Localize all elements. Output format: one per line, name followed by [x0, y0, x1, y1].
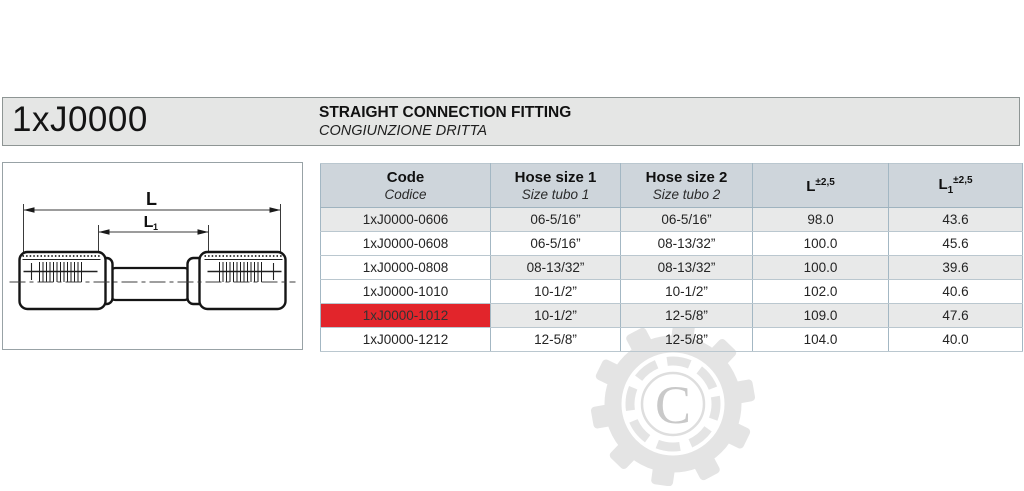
col-header-hose1: Hose size 1 Size tubo 1	[491, 164, 621, 208]
title-bar	[2, 97, 1020, 146]
hose2-cell: 10-1/2”	[621, 280, 753, 304]
fitting-drawing-icon	[3, 163, 302, 349]
title-block	[319, 103, 571, 141]
hose1-cell: 12-5/8”	[491, 328, 621, 352]
hose2-cell: 12-5/8”	[621, 304, 753, 328]
l1-cell: 39.6	[889, 256, 1023, 280]
l-cell: 98.0	[753, 208, 889, 232]
table-row	[321, 256, 1023, 280]
hose2-cell: 08-13/32”	[621, 256, 753, 280]
col-header-l: $L^{\pm 2,5}$	[753, 164, 889, 208]
table-row	[321, 328, 1023, 352]
table-row	[321, 280, 1023, 304]
l1-cell: 45.6	[889, 232, 1023, 256]
table-row	[321, 304, 1023, 328]
product-code: 1xJ0000	[12, 100, 148, 139]
table-header-row	[321, 164, 1023, 208]
hose1-cell: 06-5/16”	[491, 208, 621, 232]
code-cell: 1xJ0000-0606	[321, 208, 491, 232]
table-row	[321, 232, 1023, 256]
col-header-code: Code Codice	[321, 164, 491, 208]
spec-table	[320, 163, 1023, 352]
hose2-cell: 06-5/16”	[621, 208, 753, 232]
col-header-hose2: Hose size 2 Size tubo 2	[621, 164, 753, 208]
l-cell: 102.0	[753, 280, 889, 304]
hose2-cell: 08-13/32”	[621, 232, 753, 256]
l1-cell: 40.0	[889, 328, 1023, 352]
l-cell: 104.0	[753, 328, 889, 352]
hose1-cell: 10-1/2”	[491, 280, 621, 304]
l1-cell: 40.6	[889, 280, 1023, 304]
l1-cell: 47.6	[889, 304, 1023, 328]
dim-label-L1-base: L	[143, 214, 154, 231]
hose1-cell: 06-5/16”	[491, 232, 621, 256]
l-cell: 109.0	[753, 304, 889, 328]
table-body	[321, 208, 1023, 352]
l1-cell: 43.6	[889, 208, 1023, 232]
l-cell: 100.0	[753, 232, 889, 256]
col-header-l1: $L_1^{\pm 2,5}$	[889, 164, 1023, 208]
page-title: STRAIGHT CONNECTION FITTING	[319, 104, 572, 121]
code-cell: 1xJ0000-1012	[321, 304, 491, 328]
table-row	[321, 208, 1023, 232]
watermark-letter: C	[654, 375, 692, 435]
dim-label-L: L	[146, 189, 157, 209]
page-subtitle: CONGIUNZIONE DRITTA	[319, 123, 488, 140]
technical-drawing	[2, 162, 303, 350]
hose1-cell: 08-13/32”	[491, 256, 621, 280]
dim-label-L1-sub: 1	[152, 222, 159, 232]
hose2-cell: 12-5/8”	[621, 328, 753, 352]
code-cell: 1xJ0000-0608	[321, 232, 491, 256]
code-cell: 1xJ0000-0808	[321, 256, 491, 280]
code-cell: 1xJ0000-1010	[321, 280, 491, 304]
l-cell: 100.0	[753, 256, 889, 280]
code-cell: 1xJ0000-1212	[321, 328, 491, 352]
hose1-cell: 10-1/2”	[491, 304, 621, 328]
